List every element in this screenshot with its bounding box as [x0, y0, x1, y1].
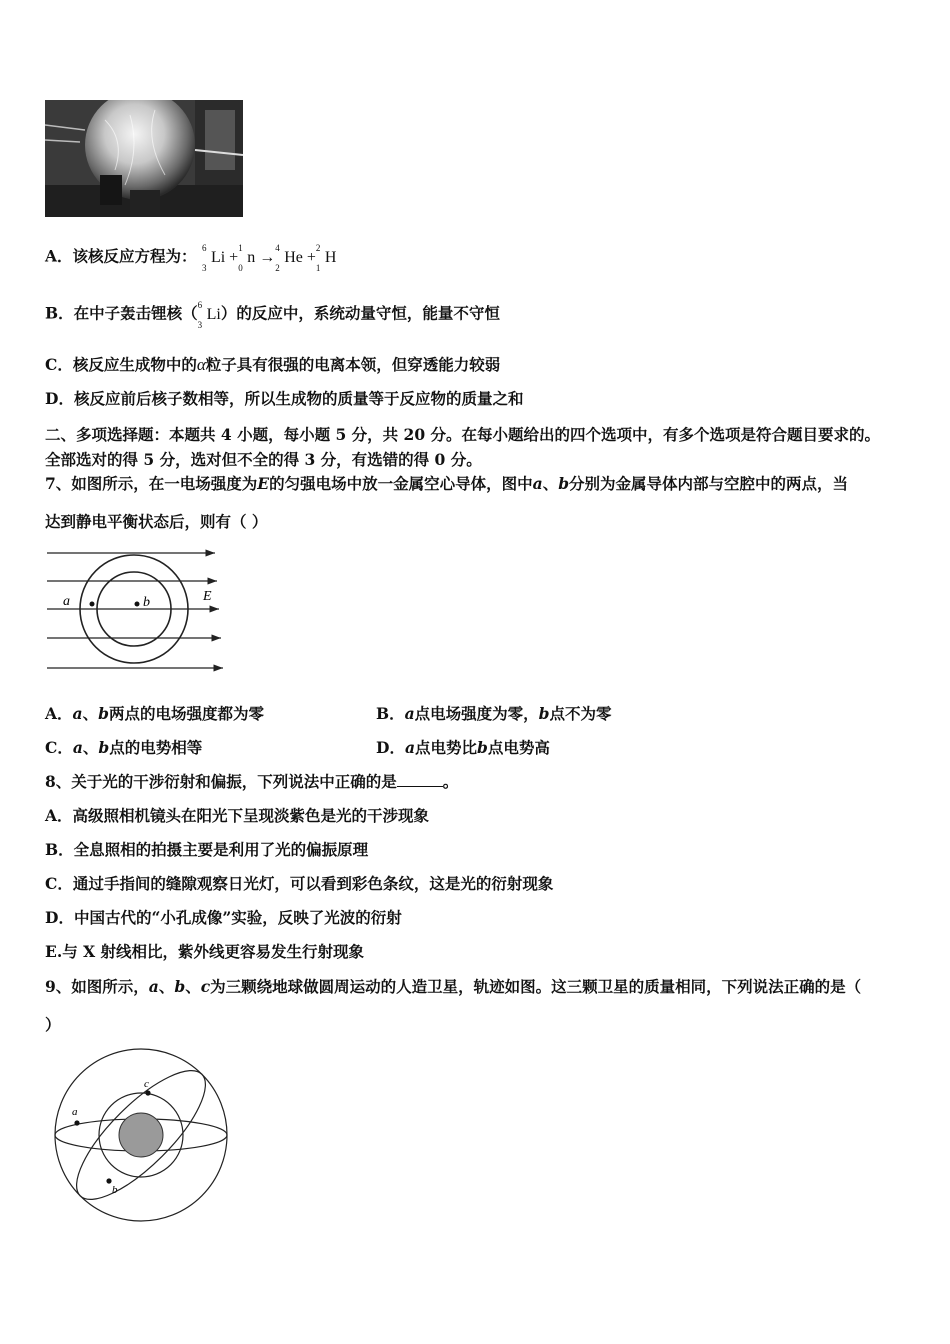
q7-option-b: B．a点电场强度为零，b点不为零 [376, 704, 612, 723]
label-b: b [112, 1184, 118, 1196]
q6-option-c: C．核反应生成物中的α粒子具有很强的电离本领，但穿透能力较弱 [45, 355, 501, 374]
section-heading-line1: 二、多项选择题：本题共 4 小题，每小题 5 分，共 20 分。在每小题给出的四个选项中，有多个选项是符合题目要求的。 [45, 425, 881, 444]
label-b: b [143, 595, 150, 610]
q8-option-a: A．高级照相机镜头在阳光下呈现淡紫色是光的干涉现象 [45, 806, 430, 825]
label-E: E [203, 589, 212, 604]
label-a: a [63, 594, 70, 609]
answer-blank [397, 772, 443, 787]
nuclear-equation: 6 3 Li + 1 0 n → 4 2 He + 2 1 H [201, 243, 337, 273]
q8-option-c: C．通过手指间的缝隙观察日光灯，可以看到彩色条纹，这是光的衍射现象 [45, 874, 554, 893]
section-heading-line2: 全部选对的得 5 分，选对但不全的得 3 分，有选错的得 0 分。 [45, 450, 482, 469]
q8-stem: 8、关于光的干涉衍射和偏振，下列说法中正确的是 。 [45, 772, 459, 791]
q7-figure [45, 545, 230, 675]
q8-option-e: E.与 X 射线相比，紫外线更容易发生行射现象 [45, 942, 365, 961]
label-c: c [144, 1078, 149, 1090]
satellite-a [74, 1120, 79, 1125]
point-a [90, 602, 95, 607]
plasma-photo [45, 100, 243, 217]
q7-option-a: A．a、b两点的电场强度都为零 [45, 704, 264, 723]
satellite-c [145, 1090, 150, 1095]
q6-option-d: D．核反应前后核子数相等，所以生成物的质量等于反应物的质量之和 [45, 389, 524, 408]
q6-option-a: A．该核反应方程为： 6 3 Li + 1 0 n → 4 2 He + 2 1 H [45, 243, 337, 273]
satellite-b [106, 1178, 111, 1183]
point-b [135, 602, 140, 607]
label-a: a [72, 1106, 78, 1118]
q7-option-c: C．a、b点的电势相等 [45, 738, 203, 757]
q9-figure [50, 1045, 235, 1225]
q7-stem-line2: 达到静电平衡状态后，则有（ ） [45, 512, 268, 531]
earth [119, 1113, 163, 1157]
q9-stem-line2: ） [45, 1015, 61, 1034]
q8-option-b: B．全息照相的拍摄主要是利用了光的偏振原理 [45, 840, 369, 859]
q7-stem-line1: 7、如图所示，在一电场强度为E的匀强电场中放一金属空心导体，图中a、b分别为金属导体内部与空腔中的两点，当 [45, 474, 849, 493]
q7-option-d: D．a点电势比b点电势高 [376, 738, 550, 757]
q9-stem-line1: 9、如图所示，a、b、c为三颗绕地球做圆周运动的人造卫星，轨迹如图。这三颗卫星的质量相同，下列说法正确的是（ [45, 977, 862, 996]
q8-option-d: D．中国古代的“小孔成像”实验，反映了光波的衍射 [45, 908, 402, 927]
q6-option-b: B．在中子轰击锂核（ 6 3 Li）的反应中，系统动量守恒，能量不守恒 [45, 300, 500, 330]
